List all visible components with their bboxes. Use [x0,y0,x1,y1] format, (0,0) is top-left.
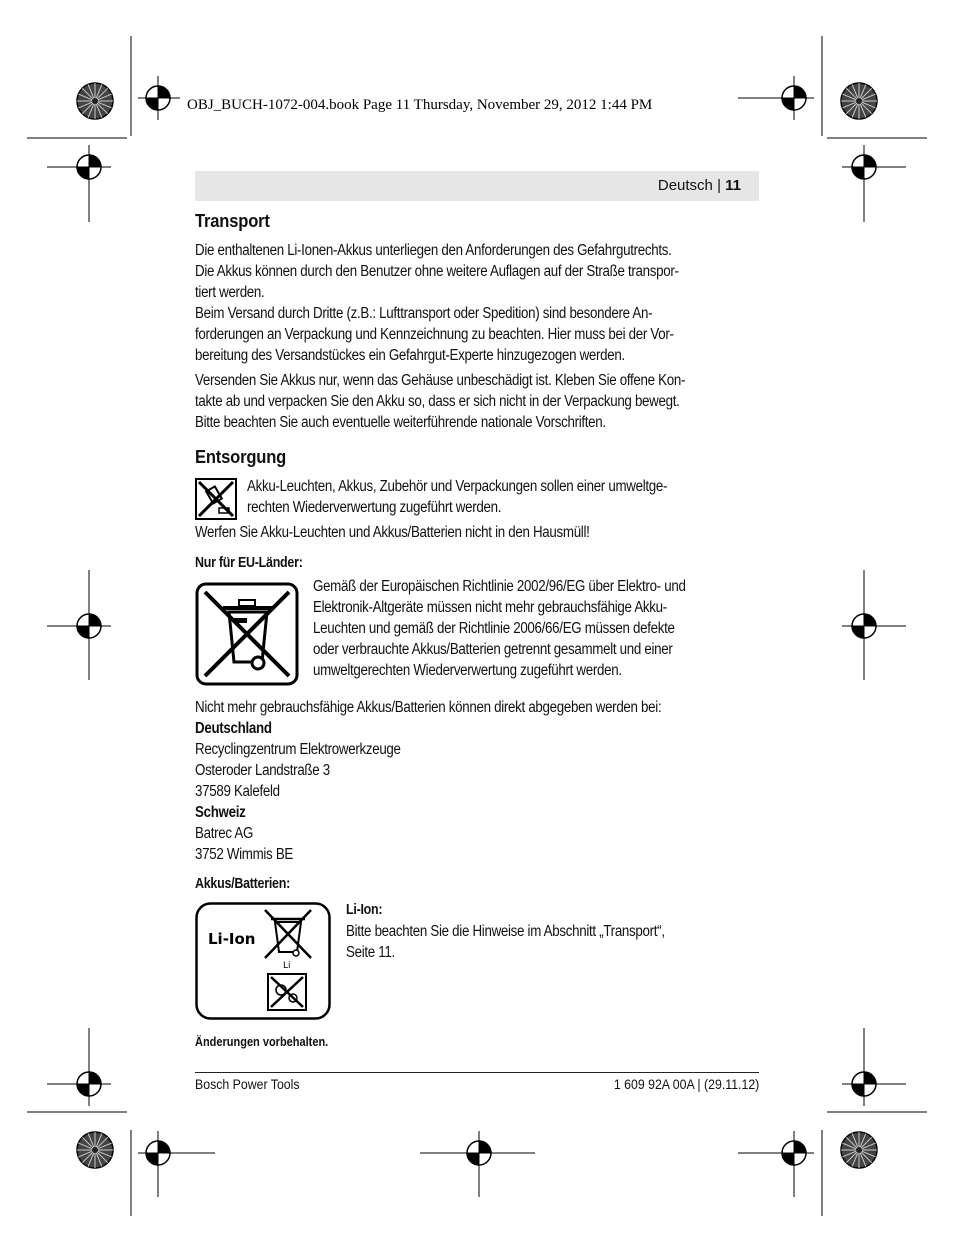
return-addresses: Nicht mehr gebrauchsfähige Akkus/Batterien können direkt abgegeben werden bei: Deutschland Recyclingzentrum Elektrowerkzeuge Osteroder Landstraße 3 37589 Kalefeld Schweiz Batrec AG 3752 Wimmis BE [195,697,761,865]
page-number: 11 [725,177,741,194]
transport-paragraph-2: Versenden Sie Akkus nur, wenn das Gehäuse unbeschädigt ist. Kleben Sie offene Kon- takte ab und verpacken Sie den Akku so, dass er sich nicht in der Verpackung bewegt. Bitte beachten Sie auch eventuelle weiterführende nationale Vorschriften. [195,372,686,431]
return-intro: Nicht mehr gebrauchsfähige Akkus/Batterien können direkt abgegeben werden bei: [195,699,662,716]
transport-section [195,211,761,232]
country-germany: Deutschland [195,720,272,737]
transport-heading: Transport [195,211,270,231]
li-ion-note: Li-Ion: Bitte beachten Sie die Hinweise im Abschnitt „Transport“, Seite 11. [346,900,766,963]
reservation-note: Änderungen vorbehalten. [195,1035,329,1049]
li-ion-heading: Li-Ion: [346,902,383,918]
eu-directive-text: Gemäß der Europäischen Richtlinie 2002/96/EG über Elektro- und Elektronik-Altgeräte müssen nicht mehr gebrauchsfähige Akku- Leuchten und gemäß der Richtlinie 2006/66/EG müssen defekte oder verbrauchte Akkus/Batterien getrennt gesammelt und einer umweltgerechten Wiederverwertung zugeführt werden. [313,578,686,679]
li-label: Li [283,961,291,971]
disposal-section [195,447,761,468]
footer-divider [195,1072,759,1073]
recycle-dispose-icon [268,974,306,1010]
household-warning: Werfen Sie Akku-Leuchten und Akkus/Batterien nicht in den Hausmüll! [195,524,590,541]
page-header [195,171,759,201]
weee-bin-icon [195,582,299,686]
recycle-dispose-icon [195,478,237,520]
li-ion-battery-icon [195,902,331,1020]
print-header: OBJ_BUCH-1072-004.book Page 11 Thursday, November 29, 2012 1:44 PM [187,97,653,113]
li-ion-label: Li-Ion [208,930,256,948]
eu-heading: Nur für EU-Länder: [195,555,303,571]
footer-doc-number: 1 609 92A 00A | (29.11.12) [613,1076,759,1092]
footer-brand: Bosch Power Tools [195,1076,300,1092]
transport-paragraph-1: Die enthaltenen Li-Ionen-Akkus unterliegen den Anforderungen des Gefahrgutrechts. Die Akkus können durch den Benutzer ohne weitere Auflagen auf der Straße transpor- tiert werden. Beim Versand durch Dritte (z.B.: Lufttransport oder Spedition) sind besondere An- forderungen an Verpackung und Kennzeichnung zu beachten. Hier muss bei der Vor- bereitung des Versandstückes ein Gefahrgut-Experte hinzugezogen werden. [195,242,679,364]
header-separator: | [717,177,721,194]
country-switzerland: Schweiz [195,804,246,821]
battery-heading: Akkus/Batterien: [195,876,290,892]
disposal-heading: Entsorgung [195,447,287,467]
header-section: Deutsch [657,177,713,194]
recycle-text: Akku-Leuchten, Akkus, Zubehör und Verpackungen sollen einer umweltge- rechten Wiederverwertung zugeführt werden. [247,478,668,516]
